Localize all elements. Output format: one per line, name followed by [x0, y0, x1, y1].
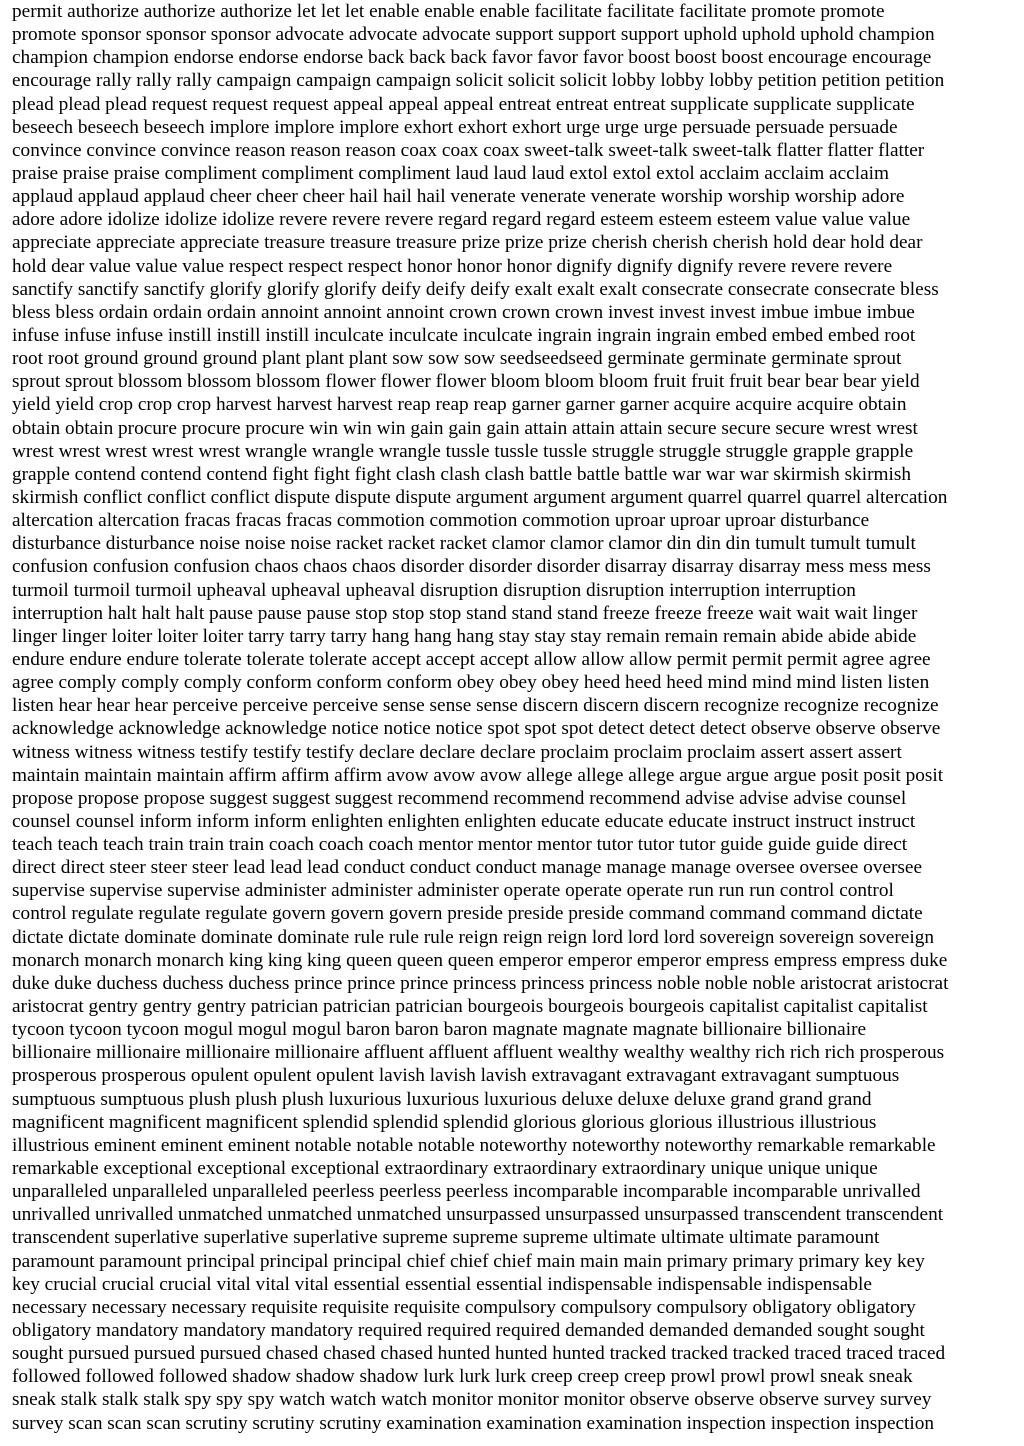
text-line: remarkable exceptional exceptional exceptional extraordinary extraordinary extraordinary unique unique unique — [12, 1158, 878, 1180]
text-line: teach teach teach train train train coach coach coach mentor mentor mentor tutor tutor tutor guide guide guide direct — [12, 834, 908, 856]
text-line: appreciate appreciate appreciate treasure treasure treasure prize prize prize cherish cherish cherish hold dear hold dear — [12, 232, 923, 254]
text-line: sprout sprout blossom blossom blossom flower flower flower bloom bloom bloom fruit fruit fruit bear bear bear yield — [12, 371, 920, 393]
text-line: supervise supervise supervise administer administer administer operate operate operate run run run control control — [12, 880, 894, 902]
text-line: sanctify sanctify sanctify glorify glorify glorify deify deify deify exalt exalt exalt consecrate consecrate consecrate bless — [12, 278, 939, 300]
text-line: interruption halt halt halt pause pause pause stop stop stop stand stand stand freeze freeze freeze wait wait wait linger — [12, 602, 918, 624]
text-body — [12, 0, 1012, 1435]
text-line: champion champion endorse endorse endorse back back back favor favor favor boost boost boost encourage encourage — [12, 47, 932, 69]
text-line: sought pursued pursued pursued chased chased chased hunted hunted hunted tracked tracked tracked traced traced traced — [12, 1343, 946, 1365]
text-line: applaud applaud applaud cheer cheer cheer hail hail hail venerate venerate venerate worship worship worship adore — [12, 186, 905, 208]
text-line: unparalleled unparalleled unparalleled peerless peerless peerless incomparable incomparable incomparable unrivalled — [12, 1181, 921, 1203]
text-line: encourage rally rally rally campaign campaign campaign solicit solicit solicit lobby lobby lobby petition petition petition — [12, 70, 945, 92]
text-line: monarch monarch monarch king king king queen queen queen emperor emperor emperor empress empress empress duke — [12, 949, 948, 971]
text-line: followed followed followed shadow shadow shadow lurk lurk lurk creep creep creep prowl prowl prowl sneak sneak — [12, 1366, 913, 1388]
text-line: skirmish conflict conflict conflict dispute dispute dispute argument argument argument quarrel quarrel quarrel altercation — [12, 486, 948, 508]
text-line: adore adore idolize idolize idolize revere revere revere regard regard regard esteem esteem esteem value value value — [12, 209, 911, 231]
text-line: transcendent superlative superlative superlative supreme supreme supreme ultimate ultimate ultimate paramount — [12, 1227, 880, 1249]
text-line: endure endure endure tolerate tolerate tolerate accept accept accept allow allow allow permit permit permit agree agree — [12, 648, 931, 670]
text-line: obligatory mandatory mandatory mandatory required required required demanded demanded demanded sought sought — [12, 1320, 925, 1342]
text-line: propose propose propose suggest suggest suggest recommend recommend recommend advise advise advise counsel — [12, 787, 907, 809]
text-line: unrivalled unrivalled unmatched unmatched unmatched unsurpassed unsurpassed unsurpassed transcendent transcendent — [12, 1204, 944, 1226]
text-line: wrest wrest wrest wrest wrest wrangle wrangle wrangle tussle tussle tussle struggle struggle struggle grapple grapple — [12, 440, 914, 462]
text-line: infuse infuse infuse instill instill instill inculcate inculcate inculcate ingrain ingrain ingrain embed embed embed root — [12, 324, 916, 346]
text-line: direct direct steer steer steer lead lead lead conduct conduct conduct manage manage manage oversee oversee oversee — [12, 857, 923, 879]
text-line: plead plead plead request request request appeal appeal appeal entreat entreat entreat supplicate supplicate supplicate — [12, 93, 915, 115]
text-line: root root ground ground ground plant plant plant sow sow sow seedseedseed germinate germinate germinate sprout — [12, 348, 902, 370]
text-line: aristocrat gentry gentry gentry patrician patrician patrician bourgeois bourgeois bourgeois capitalist capitalist capitalist — [12, 996, 928, 1018]
text-line: convince convince convince reason reason reason coax coax coax sweet-talk sweet-talk sweet-talk flatter flatter flatter — [12, 139, 925, 161]
text-line: counsel counsel inform inform inform enlighten enlighten enlighten educate educate educate instruct instruct instruct — [12, 810, 916, 832]
text-line: dictate dictate dominate dominate dominate rule rule rule reign reign reign lord lord lord sovereign sovereign sovereign — [12, 926, 934, 948]
text-line: necessary necessary necessary requisite requisite requisite compulsory compulsory compulsory obligatory obligatory — [12, 1296, 916, 1318]
text-line: obtain obtain procure procure procure win win win gain gain gain attain attain attain secure secure secure wrest wrest — [12, 417, 918, 439]
text-line: prosperous prosperous opulent opulent opulent lavish lavish lavish extravagant extravagant extravagant sumptuous — [12, 1065, 900, 1087]
text-line: sumptuous sumptuous plush plush plush luxurious luxurious luxurious deluxe deluxe deluxe grand grand grand — [12, 1088, 872, 1110]
text-line: listen hear hear hear perceive perceive perceive sense sense sense discern discern discern recognize recognize recognize — [12, 695, 939, 717]
text-line: permit authorize authorize authorize let let let enable enable enable facilitate facilitate facilitate promote promote — [12, 1, 885, 22]
text-line: control regulate regulate regulate govern govern govern preside preside preside command command command dictate — [12, 903, 923, 925]
text-line: praise praise praise compliment compliment compliment laud laud laud extol extol extol acclaim acclaim acclaim — [12, 162, 889, 184]
text-line: beseech beseech beseech implore implore implore exhort exhort exhort urge urge urge persuade persuade persuade — [12, 116, 898, 138]
text-line: disturbance disturbance noise noise noise racket racket racket clamor clamor clamor din din din tumult tumult tumult — [12, 533, 916, 555]
text-line: promote sponsor sponsor sponsor advocate advocate advocate support support support uphold uphold uphold champion — [12, 24, 935, 46]
text-line: paramount paramount principal principal principal chief chief chief main main main primary primary primary key key — [12, 1250, 925, 1272]
text-line: turmoil turmoil turmoil upheaval upheaval upheaval disruption disruption disruption interruption interruption — [12, 579, 856, 601]
text-line: billionaire millionaire millionaire millionaire affluent affluent affluent wealthy wealthy wealthy rich rich rich prosperous — [12, 1042, 945, 1064]
text-line: yield yield crop crop crop harvest harvest harvest reap reap reap garner garner garner acquire acquire acquire obtain — [12, 394, 907, 416]
text-line: key crucial crucial crucial vital vital vital essential essential essential indispensable indispensable indispensable — [12, 1273, 872, 1295]
text-line: linger linger loiter loiter loiter tarry tarry tarry hang hang hang stay stay stay remain remain remain abide abide abide — [12, 625, 917, 647]
text-line: agree comply comply comply conform conform conform obey obey obey heed heed heed mind mind mind listen listen — [12, 672, 930, 694]
text-line: altercation altercation fracas fracas fracas commotion commotion commotion uproar uproar uproar disturbance — [12, 510, 870, 532]
text-line: survey scan scan scan scrutiny scrutiny scrutiny examination examination examination inspection inspection inspection — [12, 1412, 935, 1434]
text-line: grapple contend contend contend fight fight fight clash clash clash battle battle battle war war war skirmish skirmish — [12, 463, 911, 485]
text-line: witness witness witness testify testify testify declare declare declare proclaim proclaim proclaim assert assert assert — [12, 741, 902, 763]
text-line: tycoon tycoon tycoon mogul mogul mogul baron baron baron magnate magnate magnate billionaire billionaire — [12, 1019, 867, 1041]
text-line: illustrious eminent eminent eminent notable notable notable noteworthy noteworthy noteworthy remarkable remarkable — [12, 1134, 936, 1156]
text-line: hold dear value value value respect respect respect honor honor honor dignify dignify dignify revere revere revere — [12, 255, 893, 277]
text-line: sneak stalk stalk stalk spy spy spy watch watch watch monitor monitor monitor observe observe observe survey survey — [12, 1389, 932, 1411]
text-line: magnificent magnificent magnificent splendid splendid splendid glorious glorious glorious illustrious illustrious — [12, 1111, 877, 1133]
text-line: confusion confusion confusion chaos chaos chaos disorder disorder disorder disarray disarray disarray mess mess mess — [12, 556, 931, 578]
text-line: maintain maintain maintain affirm affirm affirm avow avow avow allege allege allege argue argue argue posit posit posit — [12, 764, 944, 786]
text-line: bless bless ordain ordain ordain annoint annoint annoint crown crown crown invest invest invest imbue imbue imbue — [12, 301, 915, 323]
text-line: duke duke duchess duchess duchess prince prince prince princess princess princess noble noble noble aristocrat aristocrat — [12, 972, 949, 994]
text-line: acknowledge acknowledge acknowledge notice notice notice spot spot spot detect detect detect observe observe observe — [12, 718, 941, 740]
